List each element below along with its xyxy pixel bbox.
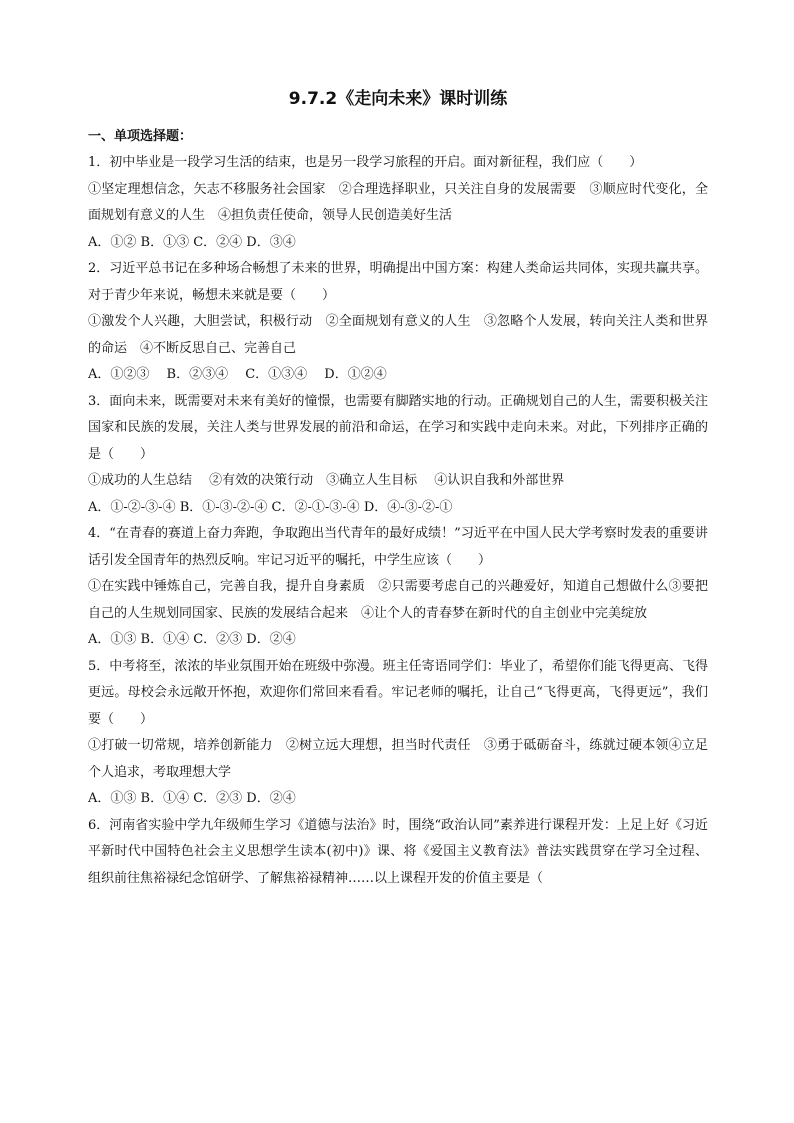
question-6	[88, 813, 708, 893]
question-2	[88, 256, 708, 389]
question-options: A．①③ B．①④ C．②③ D．②④	[88, 791, 296, 806]
question-options: A．①② B．①③ C．②④ D．③④	[88, 234, 296, 250]
question-options: A．①③ B．①④ C．②③ D．②④	[88, 632, 296, 647]
question-statements: ①坚定理想信念，矢志不移服务社会国家 ②合理选择职业，只关注自身的发展需要 ③顺应时代变化，全面规划有意义的人生 ④担负责任使命，领导人民创造美好生活	[88, 181, 708, 223]
question-options: A．①②③ B．②③④ C．①③④ D．①②④	[88, 367, 387, 382]
question-stem: 1．初中毕业是一段学习生活的结束，也是另一段学习旅程的开启。面对新征程，我们应（ ）	[88, 155, 643, 170]
question-statements: ①成功的人生总结 ②有效的决策行动 ③确立人生目标 ④认识自我和外部世界	[88, 473, 565, 488]
question-stem: 2．习近平总书记在多种场合畅想了未来的世界，明确提出中国方案：构建人类命运共同体，实现共赢共享。对于青少年来说，畅想未来就是要（ ）	[88, 261, 708, 303]
question-4	[88, 521, 708, 654]
question-stem: 6．河南省实验中学九年级师生学习《道德与法治》时，围绕“政治认同”素养进行课程开发：上足上好《习近平新时代中国特色社会主义思想学生读本(初中)》课、将《爱国主义教育法》普法实践贯穿在学习全过程、组织前往焦裕禄纪念馆研学、了解焦裕禄精神……以上课程开发的价值主要是（	[88, 817, 708, 886]
question-3	[88, 389, 708, 522]
question-stem: 3．面向未来，既需要对未来有美好的憧憬，也需要有脚踏实地的行动。正确规划自己的人生，需要积极关注国家和民族的发展，关注人类与世界发展的前沿和命运，在学习和实践中走向未来。对此，下列排序正确的是（ ）	[88, 393, 708, 462]
question-options: A．①-②-③-④ B．①-③-②-④ C．②-①-③-④ D．④-③-②-①	[88, 499, 453, 515]
question-statements: ①激发个人兴趣，大胆尝试，积极行动 ②全面规划有意义的人生 ③忽略个人发展，转向关注人类和世界的命运 ④不断反思自己、完善自己	[88, 314, 708, 356]
page-title: 9.7.2《走向未来》课时训练	[288, 89, 508, 109]
question-stem: 4．“在青春的赛道上奋力奔跑，争取跑出当代青年的最好成绩！”习近平在中国人民大学考察时发表的重要讲话引发全国青年的热烈反响。牢记习近平的嘱托，中学生应该（ ）	[88, 526, 708, 568]
question-5	[88, 654, 708, 813]
section-heading: 一、单项选择题：	[88, 129, 193, 144]
question-statements: ①打破一切常规，培养创新能力 ②树立远大理想，担当时代责任 ③勇于砥砺奋斗，练就过硬本领④立足个人追求，考取理想大学	[88, 738, 708, 780]
question-1	[88, 150, 708, 256]
question-statements: ①在实践中锤炼自己，完善自我，提升自身素质 ②只需要考虑自己的兴趣爱好，知道自己想做什么③要把自己的人生规划同国家、民族的发展结合起来 ④让个人的青春梦在新时代的自主创业中完美绽放	[88, 579, 708, 621]
worksheet-page	[88, 80, 708, 892]
question-stem: 5．中考将至，浓浓的毕业氛围开始在班级中弥漫。班主任寄语同学们：毕业了，希望你们能飞得更高、飞得更远。母校会永远敞开怀抱，欢迎你们常回来看看。牢记老师的嘱托，让自己“飞得更高，飞得更远”，我们要（ ）	[88, 658, 708, 727]
